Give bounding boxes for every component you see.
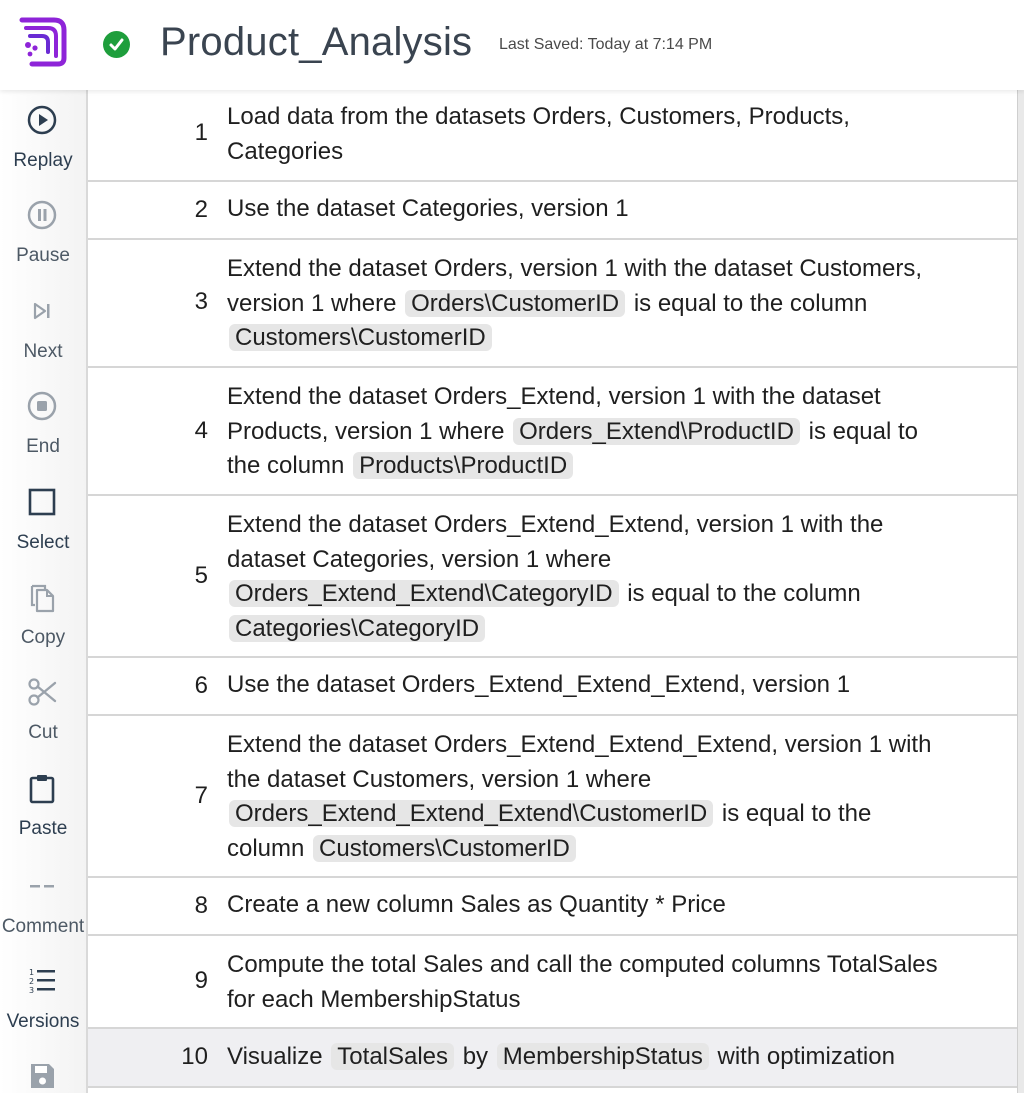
pause-circle-icon — [26, 199, 58, 231]
step-text: Extend the dataset Orders_Extend, version 1 with the dataset Products, version 1 where Orders_Extend\ProductID is equal to the column Products\ProductID — [227, 383, 919, 479]
column-chip[interactable]: Orders_Extend_Extend\CategoryID — [229, 580, 619, 607]
numbered-list-icon — [26, 965, 58, 997]
step-text: Create a new column Sales as Quantity * Price — [227, 891, 726, 918]
skip-next-icon — [26, 295, 58, 327]
last-saved-text: Last Saved: Today at 7:14 PM — [499, 36, 713, 53]
step-text: Load data from the datasets Orders, Customers, Products, Categories — [227, 103, 850, 165]
step-number: 5 — [194, 562, 208, 589]
square-icon — [26, 486, 58, 518]
step-row[interactable] — [88, 716, 1017, 878]
step-text: Extend the dataset Orders_Extend_Extend, version 1 with the dataset Categories, version 1 where Orders_Extend_Extend\CategoryID is equal to the column Categories\CategoryID — [227, 511, 884, 642]
step-row[interactable] — [88, 90, 1017, 182]
step-row[interactable] — [88, 182, 1017, 240]
column-chip[interactable]: Customers\CustomerID — [313, 835, 576, 862]
column-chip[interactable]: Orders_Extend\ProductID — [513, 418, 800, 445]
step-row[interactable] — [88, 878, 1017, 936]
step-number: 8 — [194, 892, 208, 919]
tool-sidebar — [0, 90, 88, 1093]
paste-label: Paste — [18, 818, 68, 839]
step-number: 3 — [194, 288, 208, 315]
column-chip[interactable]: TotalSales — [331, 1043, 454, 1070]
svg-text:2: 2 — [29, 977, 35, 986]
top-header — [0, 0, 1024, 90]
step-text: Extend the dataset Orders_Extend_Extend_Extend, version 1 with the dataset Customers, version 1 where Orders_Extend_Extend_Extend\CustomerID is equal to the column Customers\CustomerID — [227, 731, 932, 862]
end-label: End — [26, 436, 60, 457]
column-chip[interactable]: MembershipStatus — [497, 1043, 709, 1070]
notebook-title[interactable]: Product_Analysis — [160, 20, 473, 64]
steps-list — [88, 90, 1017, 1093]
step-row-selected[interactable] — [88, 1029, 1017, 1088]
step-text: Use the dataset Orders_Extend_Extend_Extend, version 1 — [227, 671, 851, 698]
column-chip[interactable]: Orders_Extend_Extend_Extend\CustomerID — [229, 800, 713, 827]
step-number: 9 — [194, 967, 208, 994]
svg-text:3: 3 — [29, 986, 35, 995]
comment-label: Comment — [1, 916, 85, 937]
comment-dashes-icon — [26, 870, 58, 902]
step-number: 10 — [181, 1043, 208, 1070]
scissors-icon — [26, 676, 58, 708]
svg-text:1: 1 — [29, 968, 35, 977]
step-text: Use the dataset Categories, version 1 — [227, 195, 629, 222]
step-number: 6 — [194, 672, 208, 699]
step-text: Compute the total Sales and call the computed columns TotalSales for each MembershipStatus — [227, 951, 938, 1013]
stop-circle-icon — [26, 390, 58, 422]
step-text: Extend the dataset Orders, version 1 with the dataset Customers, version 1 where Orders\CustomerID is equal to the column Customers\CustomerID — [227, 255, 923, 351]
app-logo-icon[interactable] — [18, 12, 68, 68]
step-row[interactable] — [88, 368, 1017, 496]
step-number: 4 — [194, 417, 208, 444]
clipboard-icon — [26, 772, 58, 804]
step-number: 2 — [194, 196, 208, 223]
step-row[interactable] — [88, 240, 1017, 368]
cut-label: Cut — [28, 722, 58, 743]
step-number: 7 — [194, 782, 208, 809]
play-circle-icon — [26, 104, 58, 136]
versions-label: Versions — [6, 1011, 80, 1032]
step-row[interactable] — [88, 936, 1017, 1029]
step-row[interactable] — [88, 658, 1017, 716]
select-label: Select — [16, 532, 70, 553]
step-number: 1 — [194, 119, 208, 146]
column-chip[interactable]: Products\ProductID — [353, 452, 573, 479]
column-chip[interactable]: Orders\CustomerID — [405, 290, 625, 317]
step-row[interactable] — [88, 496, 1017, 658]
copy-label: Copy — [20, 627, 66, 648]
step-text: Visualize TotalSales by MembershipStatus with optimization — [227, 1043, 895, 1070]
pause-label: Pause — [16, 245, 70, 266]
next-label: Next — [23, 341, 63, 362]
vertical-scrollbar[interactable] — [1017, 90, 1024, 1093]
replay-label: Replay — [13, 150, 73, 171]
save-icon — [26, 1060, 58, 1092]
column-chip[interactable]: Categories\CategoryID — [229, 615, 485, 642]
copy-icon — [26, 581, 58, 613]
column-chip[interactable]: Customers\CustomerID — [229, 324, 492, 351]
saved-status-check-icon — [103, 31, 130, 58]
